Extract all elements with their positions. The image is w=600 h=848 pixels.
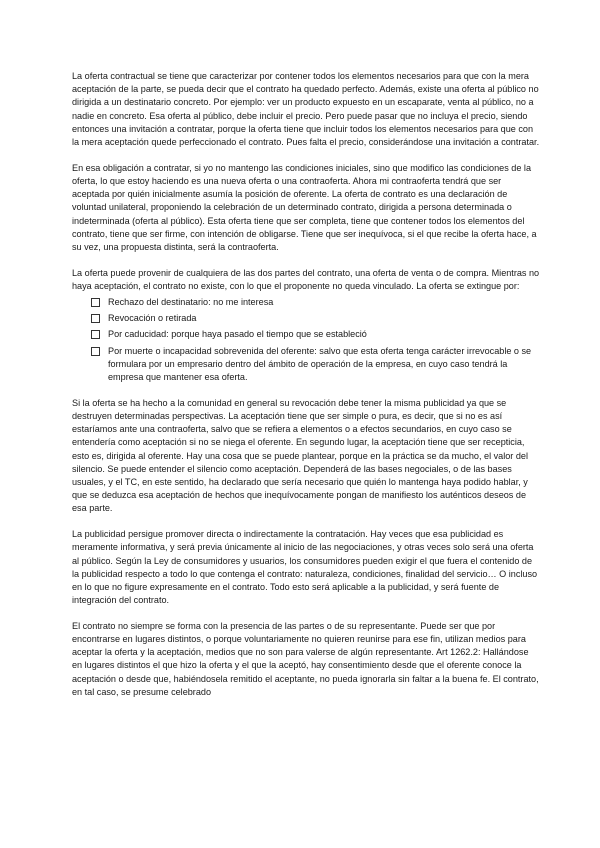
paragraph-publicidad: La publicidad persigue promover directa o indirectamente la contratación. Hay veces que esa publicidad es meramente informativa, y será previa únicamente al inicio de las negociaciones, y otras veces solo será una oferta al público. Según la Ley de consumidores y usuarios, los consumidores pueden exigir el que fuera el contenido de la publicidad respecto a todo lo que contenga el contrato: naturaleza, condiciones, finalidad del servicio… O incluso en lo que no figure expresamente en el contrato. Todo esto será aplicable a la publicidad, y será fuente de integración del contrato. — [72, 529, 538, 606]
paragraph-contraoferta: En esa obligación a contratar, si yo no mantengo las condiciones iniciales, sino que modifico las condiciones de la oferta, lo que estoy haciendo es una nueva oferta o una contraoferta. Ahora mi contraoferta tendrá que ser aceptada por quién inicialmente asumía la posición de oferente. La oferta de contrato es una declaración de voluntad unilateral, proponiendo la celebración de un determinado contrato, dirigida a persona determinada o indeterminada (oferta al público). Esta oferta tiene que ser completa, tiene que contener todos los elementos del contrato, tiene que ser firme, con intención de obligarse. Tiene que ser inequívoca, si el que recibe la oferta hace, a su vez, una propuesta distinta, será la contraoferta. — [72, 162, 537, 252]
extincion-list — [91, 296, 540, 385]
list-item-text: Rechazo del destinatario: no me interesa — [108, 296, 274, 307]
list-item — [91, 312, 540, 325]
list-item-text: Revocación o retirada — [108, 312, 197, 323]
paragraph-contrato-distancia: El contrato no siempre se forma con la presencia de las partes o de su representante. Puede ser que por encontrarse en lugares distintos, o porque voluntariamente no quieren reunirse para ese fin, utilizan medios para aceptar la oferta y la aceptación, medios que no son para valerse de algún representante. Art 1262.2: Hallándose en lugares distintos el que hizo la oferta y el que la aceptó, hay consentimiento desde que el oferente conoce la aceptación o desde que, habiéndosela remitido el aceptante, no pueda ignorarla sin faltar a la buena fe. El contrato, en tal caso, se presume celebrado — [72, 620, 539, 697]
list-item-text: Por muerte o incapacidad sobrevenida del oferente: salvo que esta oferta tenga carácter irrevocable o se formulara por un empresario dentro del ámbito de operación de la empresa, en cuyo caso tendrá la empresa que mantener esa oferta. — [108, 345, 532, 383]
paragraph-extincion-oferta: La oferta puede provenir de cualquiera de las dos partes del contrato, una oferta de venta o de compra. Mientras no haya aceptación, el contrato no existe, con lo que el proponente no queda vinculado. La oferta se extingue por: — [72, 267, 540, 291]
paragraph-oferta-contractual: La oferta contractual se tiene que caracterizar por contener todos los elementos necesarios para que con la mera aceptación de la parte, se pueda decir que el contrato ha quedado perfecto. Además, existe una oferta al público no dirigida a un destinatario concreto. Por ejemplo: ver un producto expuesto en un escaparate, venta al público, no a nadie en concreto. Esa oferta al público, debe incluir el precio. Pero puede pasar que no incluya el precio, siendo entonces una invitación a contratar, porque la oferta tiene que incluir todos los elementos necesarios para que con la mera aceptación quede perfeccionado el contrato. Pues falta el precio, considerándose una invitación a contratar. — [72, 71, 540, 148]
checkbox-icon — [91, 298, 100, 307]
paragraph-revocacion-aceptacion: Si la oferta se ha hecho a la comunidad en general su revocación debe tener la misma publicidad ya que se destruyen determinadas perspectivas. La aceptación tiene que ser simple o pura, es decir, que si no es así estaríamos ante una contraoferta, salvo que se refiera a elementos o a efectos secundarios, en cuyo caso se entendería como aceptación si no se niega el oferente. En segundo lugar, la aceptación tiene que ser recepticia, esto es, dirigida al oferente. Hay una cosa que se puede plantear, porque en la práctica se da mucho, el valor del silencio. Se puede entender el silencio como aceptación. Dependerá de las bases negociales, o de las bases usuales, y el TC, en este sentido, ha declarado que sería necesario que quién lo mantenga haya podido hablar, y que se deduzca esa aceptación de hechos que inequívocamente pongan de manifiesto los auténticos deseos de esa parte. — [72, 397, 528, 514]
list-item — [91, 296, 540, 309]
list-item — [91, 345, 540, 385]
checkbox-icon — [91, 347, 100, 356]
checkbox-icon — [91, 314, 100, 323]
checkbox-icon — [91, 330, 100, 339]
list-item — [91, 328, 540, 341]
list-item-text: Por caducidad: porque haya pasado el tiempo que se estableció — [108, 329, 367, 340]
